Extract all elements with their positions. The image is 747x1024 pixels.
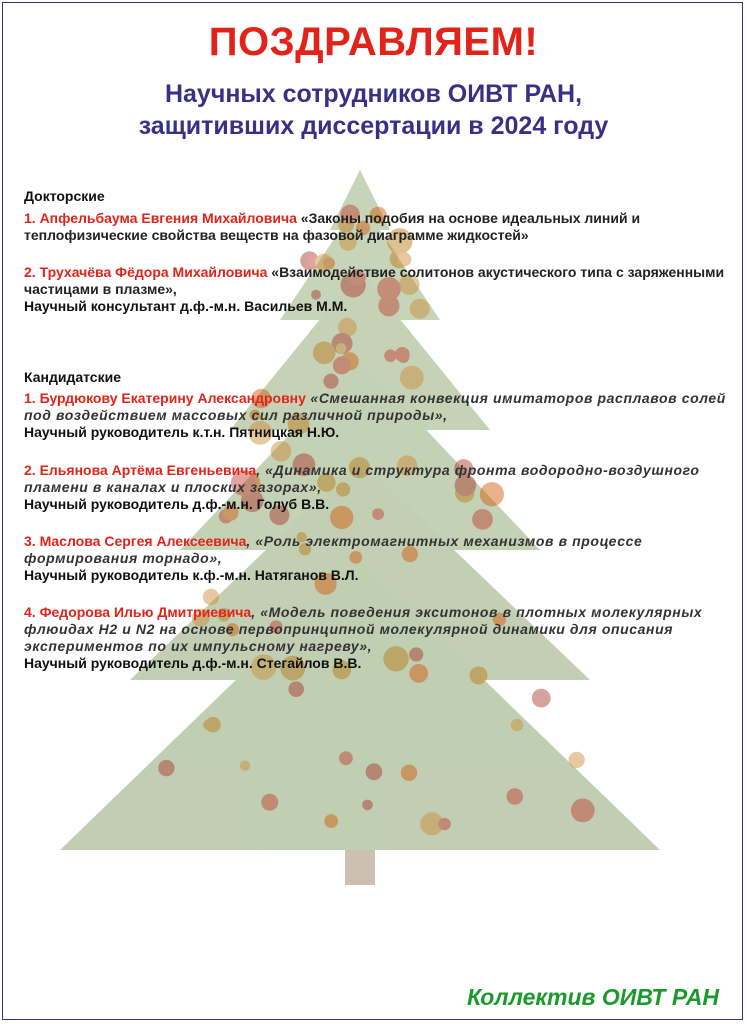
- ornament: [324, 814, 338, 828]
- candidate-name: 2. Трухачёва Фёдора Михайловича: [24, 264, 268, 280]
- page-title: ПОЗДРАВЛЯЕМ!: [208, 20, 539, 64]
- candidate-heading: Кандидатские: [24, 369, 121, 385]
- doctoral-entry-2: [24, 264, 729, 315]
- ornament: [205, 717, 221, 733]
- candidate-entry-2: [24, 462, 729, 513]
- candidate-entry-1: [24, 390, 729, 441]
- dissertation-topic: «Смешанная конвекция имитаторов расплавов солей под воздействием массовых сил различной природы»,: [24, 390, 726, 423]
- subtitle-line-2: защитивших диссертации в 2024 году: [138, 112, 609, 140]
- ornament: [395, 347, 410, 362]
- candidate-name: 2. Ельянова Артёма Евгеньевича: [24, 462, 257, 478]
- ornament: [507, 788, 524, 805]
- candidate-name: 1. Бурдюкову Екатерину Александровну: [24, 390, 306, 406]
- ornament: [288, 681, 304, 697]
- ornament: [313, 342, 336, 365]
- ornament: [203, 589, 219, 605]
- candidate-entry-4: [24, 604, 729, 672]
- dissertation-topic: , «Динамика и структура фронта водородно-воздушного пламени в каналах и плоских зазорах»,: [24, 462, 700, 495]
- candidate-name: 3. Маслова Сергея Алексеевича: [24, 533, 247, 549]
- ornament: [240, 761, 250, 771]
- ornament: [532, 689, 551, 708]
- advisor: Научный руководитель к.т.н. Пятницкая Н.Ю.: [24, 424, 340, 440]
- advisor: Научный руководитель к.ф.-м.н. Натяганов В.Л.: [24, 567, 359, 583]
- candidate-name: 4. Федорова Илью Дмитриевича: [24, 604, 252, 620]
- ornament: [336, 343, 347, 354]
- dissertation-topic: «Законы подобия на основе идеальных линий и теплофизические свойства веществ на фазовой диаграмме жидкостей»: [24, 210, 641, 243]
- ornament: [569, 752, 585, 768]
- subtitle-line-1: Научных сотрудников ОИВТ РАН,: [164, 80, 583, 108]
- ornament: [384, 349, 397, 362]
- advisor: Научный руководитель д.ф.-м.н. Стегайлов В.В.: [24, 655, 362, 671]
- doctoral-entry-1: [24, 210, 729, 244]
- dissertation-topic: «Взаимодействие солитонов акустического типа с заряженными частицами в плазме»,: [24, 264, 725, 297]
- dissertation-topic: , «Роль электромагнитных механизмов в процессе формирования торнадо»,: [24, 533, 643, 566]
- ornament: [511, 719, 523, 731]
- candidate-entry-3: [24, 533, 729, 584]
- ornament: [271, 441, 292, 462]
- advisor: Научный консультант д.ф.-м.н. Васильев М.М.: [24, 298, 348, 314]
- ornament: [401, 765, 417, 781]
- ornament: [261, 794, 278, 811]
- ornament: [362, 800, 373, 811]
- candidate-name: 1. Апфельбаума Евгения Михайловича: [24, 210, 297, 226]
- footer-signature: Коллектив ОИВТ РАН: [466, 984, 719, 1010]
- advisor: Научный руководитель д.ф.-м.н. Голуб В.В.: [24, 496, 330, 512]
- ornament: [339, 751, 353, 765]
- ornament: [366, 763, 383, 780]
- doctoral-heading: Докторские: [24, 188, 105, 204]
- ornament: [438, 818, 450, 830]
- ornament: [571, 799, 595, 823]
- dissertation-topic: , «Модель поведения экситонов в плотных молекулярных флюидах H2 и N2 на основе первопринципной молекулярной динамики для описания экспериментов по их импульсному нагреву»,: [24, 604, 703, 654]
- ornament: [158, 760, 174, 776]
